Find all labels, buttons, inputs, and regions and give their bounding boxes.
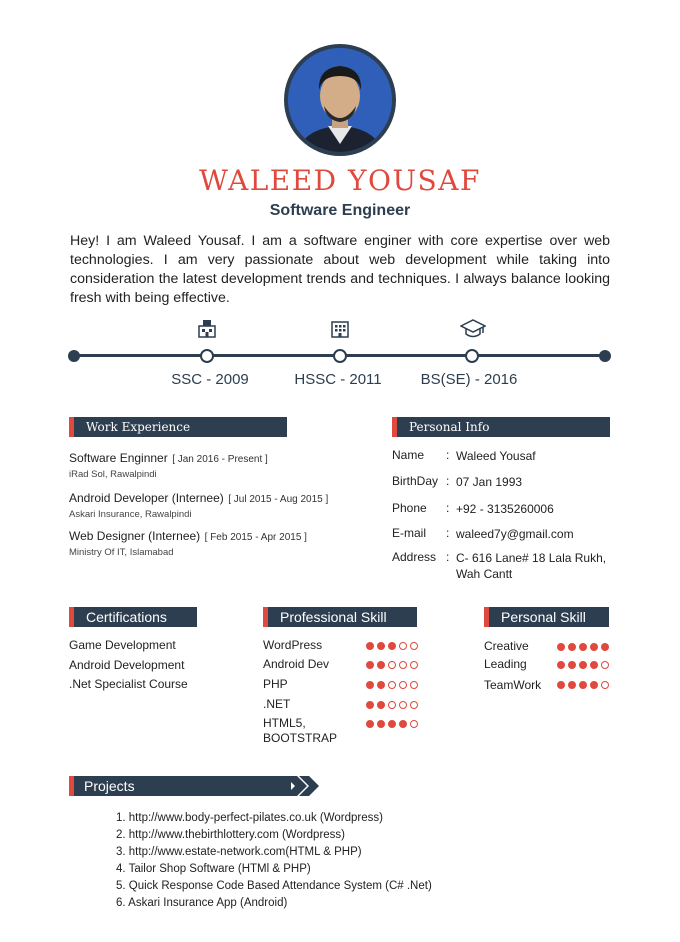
pro-skill-name: WordPress bbox=[263, 638, 323, 652]
timeline-label-ssc: SSC - 2009 bbox=[171, 371, 249, 388]
rating-dot-filled bbox=[579, 643, 587, 651]
pro-skill-rating bbox=[366, 720, 418, 728]
pro-skill-rating bbox=[366, 701, 418, 709]
rating-dot-filled bbox=[557, 681, 565, 689]
candidate-name: WALEED YOUSAF bbox=[199, 164, 481, 197]
pro-skill-rating bbox=[366, 661, 418, 669]
rating-dot-empty bbox=[388, 661, 396, 669]
timeline-label-hssc: HSSC - 2011 bbox=[294, 371, 382, 388]
rating-dot-filled bbox=[388, 642, 396, 650]
project-item: 2. http://www.thebirthlottery.com (Wordpress) bbox=[116, 829, 346, 841]
rating-dot-filled bbox=[377, 720, 385, 728]
profile-photo bbox=[284, 44, 396, 156]
rating-dot-filled bbox=[568, 661, 576, 669]
rating-dot-filled bbox=[579, 661, 587, 669]
rating-dot-filled bbox=[377, 642, 385, 650]
info-value: Waleed Yousaf bbox=[456, 449, 536, 463]
info-key: Address bbox=[392, 550, 437, 564]
projects-list bbox=[116, 810, 432, 912]
rating-dot-empty bbox=[601, 661, 609, 669]
rating-dot-filled bbox=[557, 643, 565, 651]
rating-dot-filled bbox=[399, 720, 407, 728]
rating-dot-filled bbox=[568, 643, 576, 651]
job-entry-title: Android Developer (Internee) bbox=[69, 491, 224, 505]
rating-dot-filled bbox=[366, 701, 374, 709]
job-entry bbox=[69, 527, 369, 558]
rating-dot-empty bbox=[410, 720, 418, 728]
pro-skill-name: HTML5, BOOTSTRAP bbox=[263, 716, 338, 745]
project-item: 3. http://www.estate-network.com(HTML & PHP) bbox=[116, 846, 362, 858]
graduation-cap-icon bbox=[460, 318, 486, 340]
personal-info-heading: Personal Info bbox=[392, 417, 610, 437]
chevron-right-icon bbox=[285, 776, 321, 801]
info-key: Name bbox=[392, 448, 425, 462]
pro-skill-rating bbox=[366, 681, 418, 689]
job-title: Software Engineer bbox=[269, 202, 411, 219]
rating-dot-filled bbox=[601, 643, 609, 651]
info-colon: : bbox=[446, 550, 450, 564]
job-entry-place: Askari Insurance, Rawalpindi bbox=[69, 509, 192, 520]
rating-dot-empty bbox=[399, 701, 407, 709]
rating-dot-empty bbox=[399, 642, 407, 650]
info-key: BirthDay bbox=[392, 474, 439, 488]
info-row-phone bbox=[392, 501, 622, 517]
rating-dot-empty bbox=[410, 642, 418, 650]
project-item: 1. http://www.body-perfect-pilates.co.uk (Wordpress) bbox=[116, 812, 383, 824]
pro-skill-name: PHP bbox=[263, 677, 288, 691]
rating-dot-filled bbox=[377, 661, 385, 669]
project-item: 4. Tailor Shop Software (HTMl & PHP) bbox=[116, 863, 311, 875]
personal-skill-heading: Personal Skill bbox=[484, 607, 609, 627]
personal-skill-rating bbox=[557, 661, 609, 669]
info-row-name bbox=[392, 448, 622, 464]
job-entry-title: Web Designer (Internee) bbox=[69, 529, 201, 543]
pro-skill-name: .NET bbox=[263, 697, 291, 711]
info-value: +92 - 3135260006 bbox=[456, 502, 554, 516]
college-building-icon bbox=[329, 318, 351, 340]
certification-item: Game Development bbox=[69, 638, 176, 652]
certifications-heading: Certifications bbox=[69, 607, 197, 627]
job-entry-dates: [ Jul 2015 - Aug 2015 ] bbox=[228, 494, 329, 505]
rating-dot-filled bbox=[590, 661, 598, 669]
timeline-node-bs bbox=[465, 349, 479, 363]
job-entry bbox=[69, 489, 369, 520]
rating-dot-filled bbox=[366, 661, 374, 669]
info-colon: : bbox=[446, 448, 450, 462]
info-key: E-mail bbox=[392, 526, 427, 540]
info-key: Phone bbox=[392, 501, 427, 515]
rating-dot-filled bbox=[590, 643, 598, 651]
job-entry-title: Software Enginner bbox=[69, 451, 168, 465]
rating-dot-filled bbox=[366, 642, 374, 650]
projects-heading: Projects bbox=[69, 776, 291, 796]
rating-dot-empty bbox=[410, 681, 418, 689]
info-colon: : bbox=[446, 501, 450, 515]
info-colon: : bbox=[446, 526, 450, 540]
rating-dot-empty bbox=[388, 701, 396, 709]
work-experience-heading: Work Experience bbox=[69, 417, 287, 437]
rating-dot-filled bbox=[557, 661, 565, 669]
rating-dot-filled bbox=[366, 720, 374, 728]
certification-item: Android Development bbox=[69, 658, 185, 672]
job-entry bbox=[69, 449, 369, 480]
rating-dot-empty bbox=[410, 661, 418, 669]
timeline-label-bs: BS(SE) - 2016 bbox=[420, 371, 518, 388]
timeline-start-dot bbox=[68, 350, 80, 362]
timeline-node-hssc bbox=[333, 349, 347, 363]
info-value: waleed7y@gmail.com bbox=[456, 527, 574, 541]
rating-dot-empty bbox=[399, 661, 407, 669]
timeline-node-ssc bbox=[200, 349, 214, 363]
school-icon bbox=[196, 318, 218, 340]
personal-skill-rating bbox=[557, 681, 609, 689]
info-value: C- 616 Lane# 18 Lala Rukh, Wah Cantt bbox=[456, 551, 607, 581]
info-row-address bbox=[392, 550, 622, 582]
timeline-end-dot bbox=[599, 350, 611, 362]
rating-dot-filled bbox=[568, 681, 576, 689]
info-colon: : bbox=[446, 474, 450, 488]
project-item: 5. Quick Response Code Based Attendance System (C# .Net) bbox=[116, 880, 432, 892]
professional-skill-heading: Professional Skill bbox=[263, 607, 417, 627]
intro-paragraph: Hey! I am Waleed Yousaf. I am a software enginer with core expertise over web technologies. I am very passionate about web development while taking into consideration the latest development trends and techniques. I always balance looking fresh with being effective. bbox=[70, 233, 610, 306]
job-entry-dates: [ Feb 2015 - Apr 2015 ] bbox=[204, 532, 307, 543]
info-row-email bbox=[392, 526, 622, 542]
personal-skill-name: TeamWork bbox=[484, 678, 542, 692]
job-entry-place: Ministry Of IT, Islamabad bbox=[69, 547, 174, 558]
job-entry-place: iRad Sol, Rawalpindi bbox=[69, 469, 157, 480]
job-entry-dates: [ Jan 2016 - Present ] bbox=[172, 454, 268, 465]
rating-dot-filled bbox=[590, 681, 598, 689]
rating-dot-empty bbox=[410, 701, 418, 709]
rating-dot-empty bbox=[388, 681, 396, 689]
pro-skill-rating bbox=[366, 642, 418, 650]
certification-item: .Net Specialist Course bbox=[69, 677, 188, 691]
personal-skill-rating bbox=[557, 643, 609, 651]
project-item: 6. Askari Insurance App (Android) bbox=[116, 897, 288, 909]
rating-dot-empty bbox=[399, 681, 407, 689]
rating-dot-filled bbox=[366, 681, 374, 689]
rating-dot-filled bbox=[388, 720, 396, 728]
info-value: 07 Jan 1993 bbox=[456, 475, 523, 489]
rating-dot-filled bbox=[579, 681, 587, 689]
personal-skill-name: Leading bbox=[484, 657, 527, 671]
info-row-birthday bbox=[392, 474, 622, 490]
rating-dot-empty bbox=[601, 681, 609, 689]
rating-dot-filled bbox=[377, 681, 385, 689]
personal-skill-name: Creative bbox=[484, 639, 529, 653]
rating-dot-filled bbox=[377, 701, 385, 709]
pro-skill-name: Android Dev bbox=[263, 657, 330, 671]
avatar bbox=[288, 48, 392, 152]
